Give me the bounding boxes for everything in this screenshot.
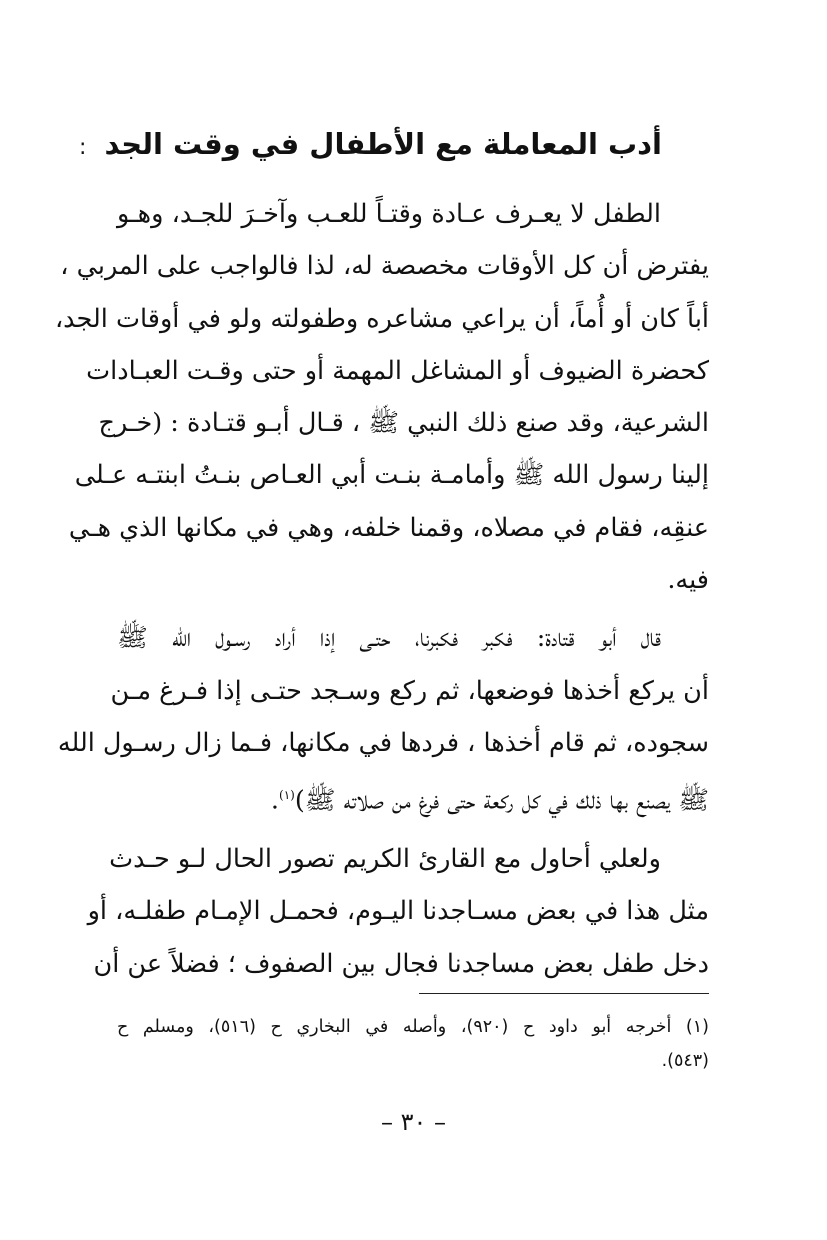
text-line: الطفل لا يعـرف عـادة وقتـاً للعـب وآخـرَ للجـد، وهـو: [117, 199, 661, 229]
text-line: أباً كان أو أُماً، أن يراعي مشاعره وطفولته ولو في أوقات الجد،: [54, 303, 709, 334]
footnote: [117, 1010, 709, 1078]
text-line: يفترض أن كل الأوقات مخصصة له، لذا فالواجب على المربي ،: [60, 251, 709, 282]
footnote-divider: [419, 993, 709, 994]
text-line: مثل هذا في بعض مسـاجدنا اليـوم، فحمـل الإمـام طفلـه، أو: [87, 896, 709, 927]
heading-colon: :: [78, 135, 87, 160]
footnote-line: (١) أخرجه أبو داود ح (٩٢٠)، وأصله في البخاري ح (٥١٦)، ومسلم ح: [117, 1017, 709, 1037]
heading-title: أدب المعاملة مع الأطفال في وقت الجد: [104, 127, 662, 161]
paragraph-3: [87, 833, 709, 990]
sentence-end: .: [270, 785, 280, 816]
footnote-line: (٥٤٣).: [661, 1051, 709, 1071]
text-line: دخل طفل بعض مساجدنا فجال بين الصفوف ؛ فضلاً عن أن: [93, 948, 709, 979]
paragraph-2: [57, 612, 709, 827]
text-line-content: ﷺ يصنع بها ذلك في كل ركعة حتى فرغ من صلاته ﷺ): [294, 785, 709, 816]
text-line: ولعلي أحاول مع القارئ الكريم تصور الحال لـو حـدث: [109, 844, 661, 875]
text-line: الشرعية، وقد صنع ذلك النبي ﷺ ، قـال أبـو قتـادة : (خـرج: [98, 408, 709, 439]
paragraph-1: [54, 188, 709, 606]
text-line: فيه.: [667, 565, 709, 596]
text-line: كحضرة الضيوف أو المشاغل المهمة أو حتى وقـت العبـادات: [86, 355, 709, 386]
text-line: قال أبو قتادة: فكبر فكبرنا، حتـى إذا أراد رسـول الله ﷺ: [117, 623, 661, 654]
body-text: [54, 188, 709, 990]
page-number: – ٣٠ –: [380, 1108, 447, 1136]
text-line: عنقِه، فقام في مصلاه، وقمنا خلفه، وهي في مكانها الذي هـي: [68, 512, 709, 543]
text-line-with-footnote: [117, 769, 709, 827]
footnote-marker: (١): [279, 788, 295, 803]
text-line: سجوده، ثم قام أخذها ، فردها في مكانها، فـما زال رسـول الله: [57, 727, 709, 758]
text-line: أن يركع أخذها فوضعها، ثم ركع وسـجد حتـى إذا فـرغ مـن: [110, 675, 709, 706]
section-heading: [78, 122, 662, 170]
text-line: إلينا رسول الله ﷺ وأمامـة بنـت أبي العـاص بنـتُ ابنتـه عـلى: [74, 460, 709, 491]
